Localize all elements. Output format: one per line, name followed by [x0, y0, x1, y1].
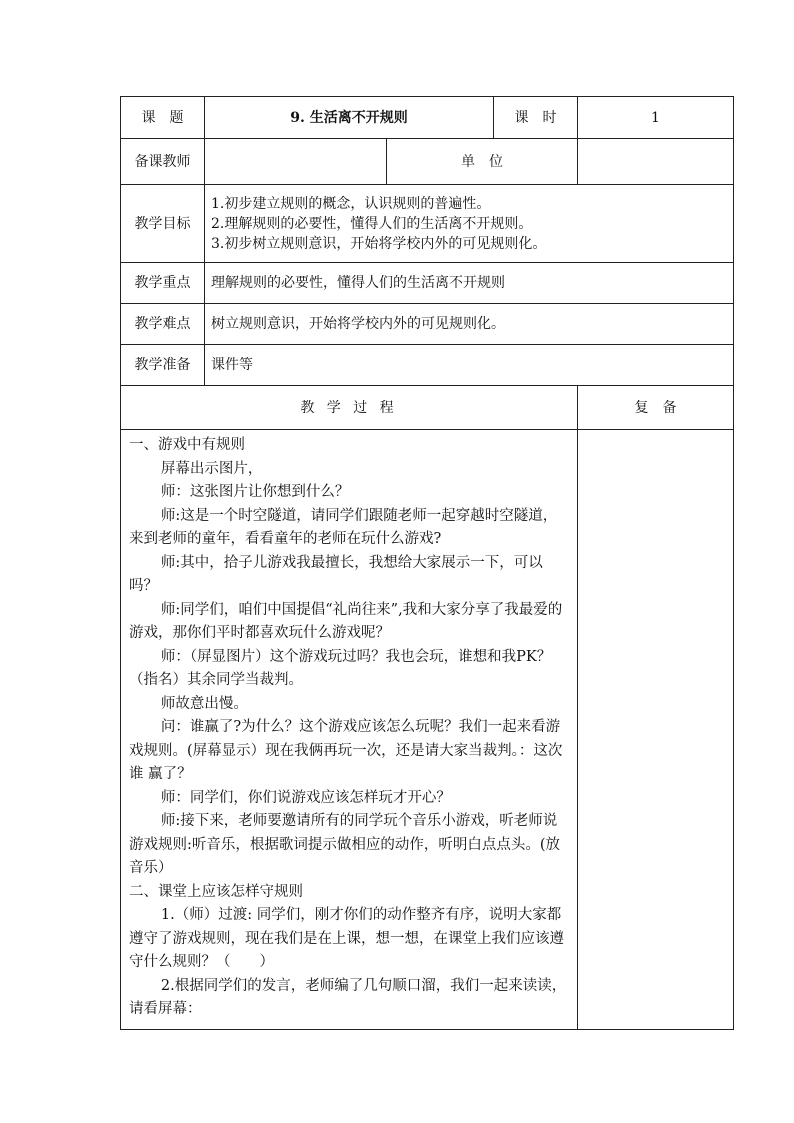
notes-content: [578, 430, 734, 1030]
row-prep: [121, 345, 734, 386]
process-paragraph: 师：同学们，你们说游戏应该怎样玩才开心？: [160, 789, 451, 806]
process-header: 教 学 过 程: [121, 386, 578, 430]
prep-label: 教学准备: [121, 345, 205, 386]
goals-content: [205, 185, 734, 263]
goal-line: 3.初步树立规则意识，开始将学校内外的可见规则化。: [211, 235, 547, 252]
row-goals: [121, 185, 734, 263]
difficulty-label: 教学难点: [121, 304, 205, 345]
teacher-label: 备课教师: [121, 139, 205, 185]
process-heading: 一、游戏中有规则: [129, 437, 245, 453]
row-focus: [121, 263, 734, 304]
teacher-value: [205, 139, 387, 185]
process-paragraph: 师:同学们，咱们中国提倡“礼尚往来”,我和大家分享了我最爱的游戏，那你们平时都喜欢玩什么游戏呢？: [129, 601, 563, 641]
process-paragraph: 问：谁赢了?为什么？这个游戏应该怎么玩呢？我们一起来看游戏规则。(屏幕显示）现在我俩再玩一次，还是请大家当裁判。：这次谁 赢了？: [129, 719, 563, 782]
topic-value: 9. 生活离不开规则: [205, 97, 494, 139]
process-heading: 二、课堂上应该怎样守规则: [129, 883, 303, 900]
notes-header: 复 备: [578, 386, 734, 430]
process-paragraph: 师:其中，拾子儿游戏我最擅长，我想给大家展示一下，可以吗？: [129, 554, 543, 594]
goal-line: 1.初步建立规则的概念，认识规则的普遍性。: [211, 195, 491, 212]
period-label: 课 时: [494, 97, 578, 139]
focus-label: 教学重点: [121, 263, 205, 304]
unit-value: [578, 139, 734, 185]
row-process: [121, 430, 734, 1030]
prep-value: 课件等: [205, 345, 734, 386]
row-difficulty: [121, 304, 734, 345]
process-paragraph: 师：这张图片让你想到什么？: [160, 484, 350, 500]
process-paragraph: 屏幕出示图片，: [160, 460, 263, 477]
process-paragraph: 师：（屏显图片）这个游戏玩过吗？我也会玩，谁想和我PK？（指名）其余同学当裁判。: [129, 648, 552, 688]
goal-line: 2.理解规则的必要性，懂得人们的生活离不开规则。: [211, 215, 533, 232]
process-paragraph: 师故意出慢。: [160, 695, 248, 712]
process-paragraph: 师:这是一个时空隧道，请同学们跟随老师一起穿越时空隧道，来到老师的童年，看看童年的老师在玩什么游戏?: [129, 507, 558, 547]
lesson-plan-table: [120, 96, 734, 1030]
process-content: [121, 430, 578, 1030]
topic-label: 课 题: [121, 97, 205, 139]
row-topic: [121, 97, 734, 139]
difficulty-value: 树立规则意识，开始将学校内外的可见规则化。: [205, 304, 734, 345]
process-paragraph: 1.（师）过渡: 同学们，刚才你们的动作整齐有序，说明大家都遵守了游戏规则，现在我们是在上课，想一想，在课堂上我们应该遵守什么规则？（ ）: [129, 907, 564, 970]
goals-label: 教学目标: [121, 185, 205, 263]
process-paragraph: 2.根据同学们的发言，老师编了几句顺口溜，我们一起来读读，请看屏幕：: [129, 977, 567, 1017]
period-value: 1: [578, 97, 734, 139]
row-process-header: [121, 386, 734, 430]
row-teacher: [121, 139, 734, 185]
process-paragraph: 师:接下来，老师要邀请所有的同学玩个音乐小游戏，听老师说游戏规则:听音乐，根据歌词提示做相应的动作，听明白点点头。(放音乐）: [129, 813, 561, 876]
unit-label: 单 位: [387, 139, 578, 185]
focus-value: 理解规则的必要性，懂得人们的生活离不开规则: [205, 263, 734, 304]
